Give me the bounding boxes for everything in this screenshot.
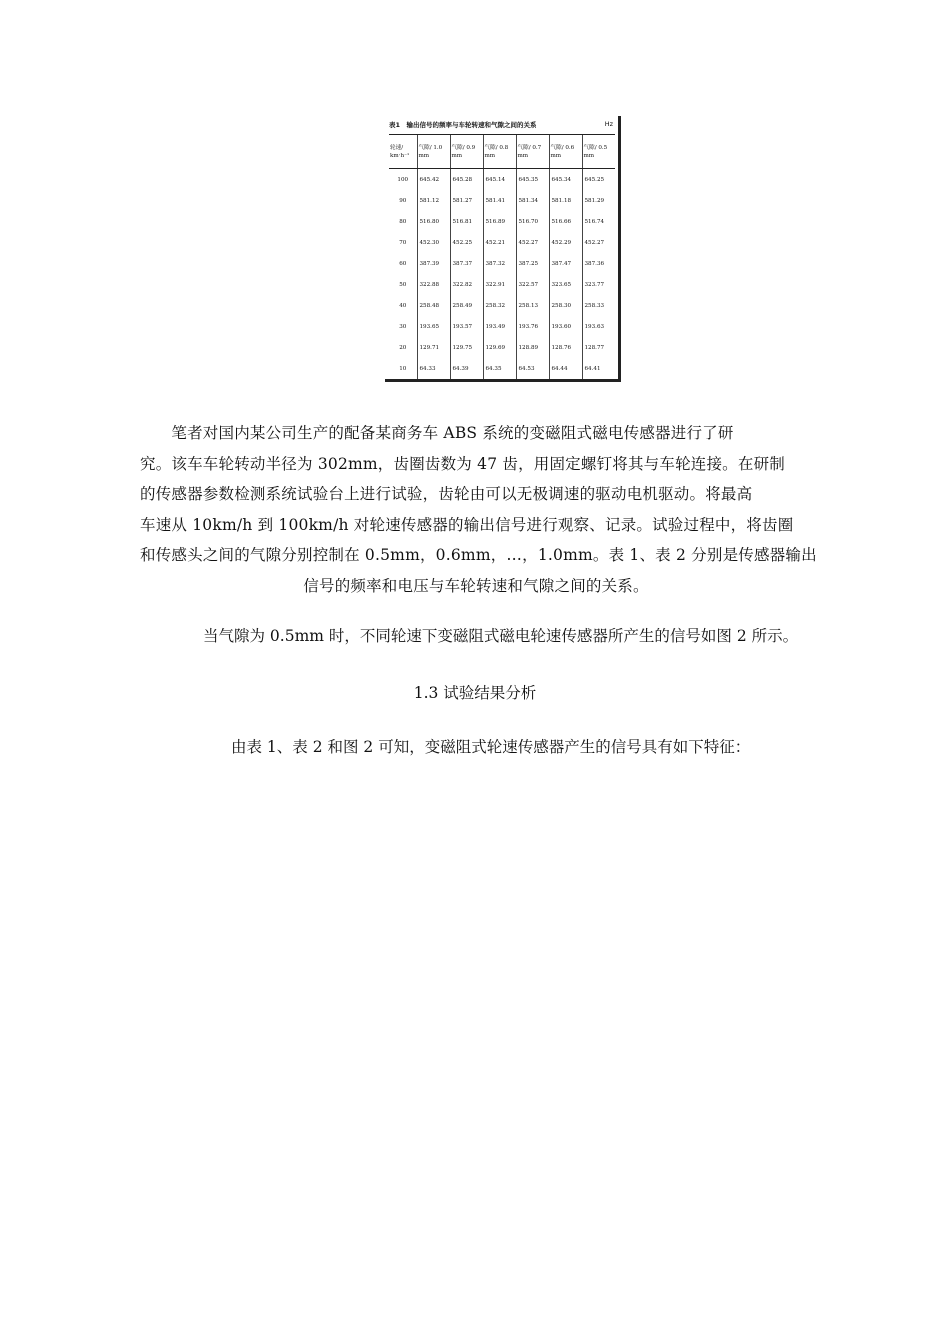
table-row (389, 253, 615, 274)
cell-frequency: 452.25 (450, 232, 483, 253)
cell-frequency: 516.74 (582, 211, 615, 232)
table-body (389, 169, 615, 380)
cell-frequency: 258.32 (483, 295, 516, 316)
cell-frequency: 645.25 (582, 169, 615, 191)
cell-frequency: 258.30 (549, 295, 582, 316)
paragraph-1-line: 车速从 10km/h 到 100km/h 对轮速传感器的输出信号进行观察、记录。试验过程中，将齿圈 (140, 515, 794, 534)
header-air-gap: 气隙/ 0.8 mm (483, 135, 516, 169)
cell-frequency: 452.29 (549, 232, 582, 253)
cell-frequency: 387.37 (450, 253, 483, 274)
table-row (389, 316, 615, 337)
cell-frequency: 387.25 (516, 253, 549, 274)
cell-frequency: 645.42 (417, 169, 450, 191)
header-air-gap: 气隙/ 0.7 mm (516, 135, 549, 169)
cell-frequency: 387.32 (483, 253, 516, 274)
paragraph-1-line: 和传感头之间的气隙分别控制在 0.5mm，0.6mm，…，1.0mm。表 1、表 2 分别是传感器输出 (140, 546, 817, 564)
cell-wheel-speed: 100 (397, 176, 409, 183)
cell-frequency: 193.63 (582, 316, 615, 337)
paragraph-1-line: 究。该车车轮转动半径为 302mm，齿圈齿数为 47 齿，用固定螺钉将其与车轮连接。在研制 (140, 454, 785, 473)
cell-frequency: 645.35 (516, 169, 549, 191)
table-row (389, 169, 615, 191)
cell-frequency: 322.82 (450, 274, 483, 295)
cell-frequency: 258.13 (516, 295, 549, 316)
section-heading: 1.3 试验结果分析 (413, 684, 537, 702)
cell-frequency: 581.34 (516, 190, 549, 211)
cell-frequency: 258.33 (582, 295, 615, 316)
cell-frequency: 64.53 (516, 358, 549, 380)
cell-frequency: 452.27 (516, 232, 549, 253)
table-caption (389, 118, 615, 132)
cell-wheel-speed: 40 (399, 302, 407, 309)
cell-frequency: 452.21 (483, 232, 516, 253)
paragraph-3: 由表 1、表 2 和图 2 可知，变磁阻式轮速传感器产生的信号具有如下特征： (231, 738, 751, 756)
cell-frequency: 129.69 (483, 337, 516, 358)
table-row (389, 274, 615, 295)
cell-wheel-speed: 90 (399, 197, 407, 204)
cell-frequency: 581.18 (549, 190, 582, 211)
cell-frequency: 323.77 (582, 274, 615, 295)
cell-frequency: 128.77 (582, 337, 615, 358)
cell-frequency: 516.70 (516, 211, 549, 232)
table-row (389, 337, 615, 358)
table-row (389, 358, 615, 380)
cell-frequency: 128.89 (516, 337, 549, 358)
cell-wheel-speed: 80 (399, 218, 407, 225)
cell-frequency: 387.47 (549, 253, 582, 274)
cell-frequency: 452.30 (417, 232, 450, 253)
cell-frequency: 452.27 (582, 232, 615, 253)
cell-frequency: 387.39 (417, 253, 450, 274)
frequency-table (389, 134, 615, 380)
cell-wheel-speed: 30 (399, 323, 407, 330)
cell-wheel-speed: 60 (399, 260, 407, 267)
cell-frequency: 322.88 (417, 274, 450, 295)
cell-frequency: 64.44 (549, 358, 582, 380)
cell-frequency: 193.49 (483, 316, 516, 337)
cell-frequency: 193.60 (549, 316, 582, 337)
header-air-gap: 气隙/ 0.9 mm (450, 135, 483, 169)
cell-frequency: 516.66 (549, 211, 582, 232)
cell-wheel-speed: 10 (389, 358, 417, 380)
table-caption-text: 表1 输出信号的频率与车轮转速和气隙之间的关系 (389, 121, 537, 129)
cell-frequency: 516.89 (483, 211, 516, 232)
paragraph-1-line: 的传感器参数检测系统试验台上进行试验，齿轮由可以无极调速的驱动电机驱动。将最高 (140, 485, 753, 503)
cell-frequency: 516.81 (450, 211, 483, 232)
cell-frequency: 581.29 (582, 190, 615, 211)
cell-frequency: 193.65 (417, 316, 450, 337)
cell-frequency: 128.76 (549, 337, 582, 358)
table-unit: Hz (604, 120, 613, 128)
header-wheel-speed: 轮速/ km·h⁻¹ (389, 135, 417, 169)
paragraph-1-line: 笔者对国内某公司生产的配备某商务车 ABS 系统的变磁阻式磁电传感器进行了研 (140, 424, 734, 442)
cell-wheel-speed: 50 (399, 281, 407, 288)
cell-wheel-speed: 70 (399, 239, 407, 246)
cell-frequency: 645.34 (549, 169, 582, 191)
header-air-gap: 气隙/ 1.0 mm (417, 135, 450, 169)
cell-frequency: 64.39 (450, 358, 483, 380)
cell-frequency: 258.48 (417, 295, 450, 316)
paragraph-2: 当气隙为 0.5mm 时，不同轮速下变磁阻式磁电轮速传感器所产生的信号如图 2 所示。 (203, 627, 799, 645)
cell-frequency: 64.41 (582, 358, 615, 380)
cell-frequency: 323.65 (549, 274, 582, 295)
cell-frequency: 129.71 (417, 337, 450, 358)
cell-frequency: 258.49 (450, 295, 483, 316)
table-row (389, 232, 615, 253)
cell-frequency: 322.91 (483, 274, 516, 295)
cell-frequency: 322.57 (516, 274, 549, 295)
table-row (389, 295, 615, 316)
header-air-gap: 气隙/ 0.6 mm (549, 135, 582, 169)
cell-frequency: 581.12 (417, 190, 450, 211)
cell-frequency: 193.57 (450, 316, 483, 337)
cell-frequency: 581.41 (483, 190, 516, 211)
cell-frequency: 581.27 (450, 190, 483, 211)
table-header (389, 135, 615, 169)
cell-frequency: 64.35 (483, 358, 516, 380)
table-1-figure (385, 116, 621, 382)
cell-frequency: 64.33 (417, 358, 450, 380)
cell-frequency: 193.76 (516, 316, 549, 337)
cell-frequency: 129.75 (450, 337, 483, 358)
cell-frequency: 645.28 (450, 169, 483, 191)
cell-frequency: 516.80 (417, 211, 450, 232)
cell-frequency: 645.14 (483, 169, 516, 191)
table-row (389, 190, 615, 211)
paragraph-1-line: 信号的频率和电压与车轮转速和气隙之间的关系。 (303, 576, 649, 595)
table-row (389, 211, 615, 232)
cell-frequency: 387.36 (582, 253, 615, 274)
paragraph-1 (140, 418, 817, 601)
header-air-gap: 气隙/ 0.5 mm (582, 135, 615, 169)
cell-wheel-speed: 20 (399, 344, 407, 351)
